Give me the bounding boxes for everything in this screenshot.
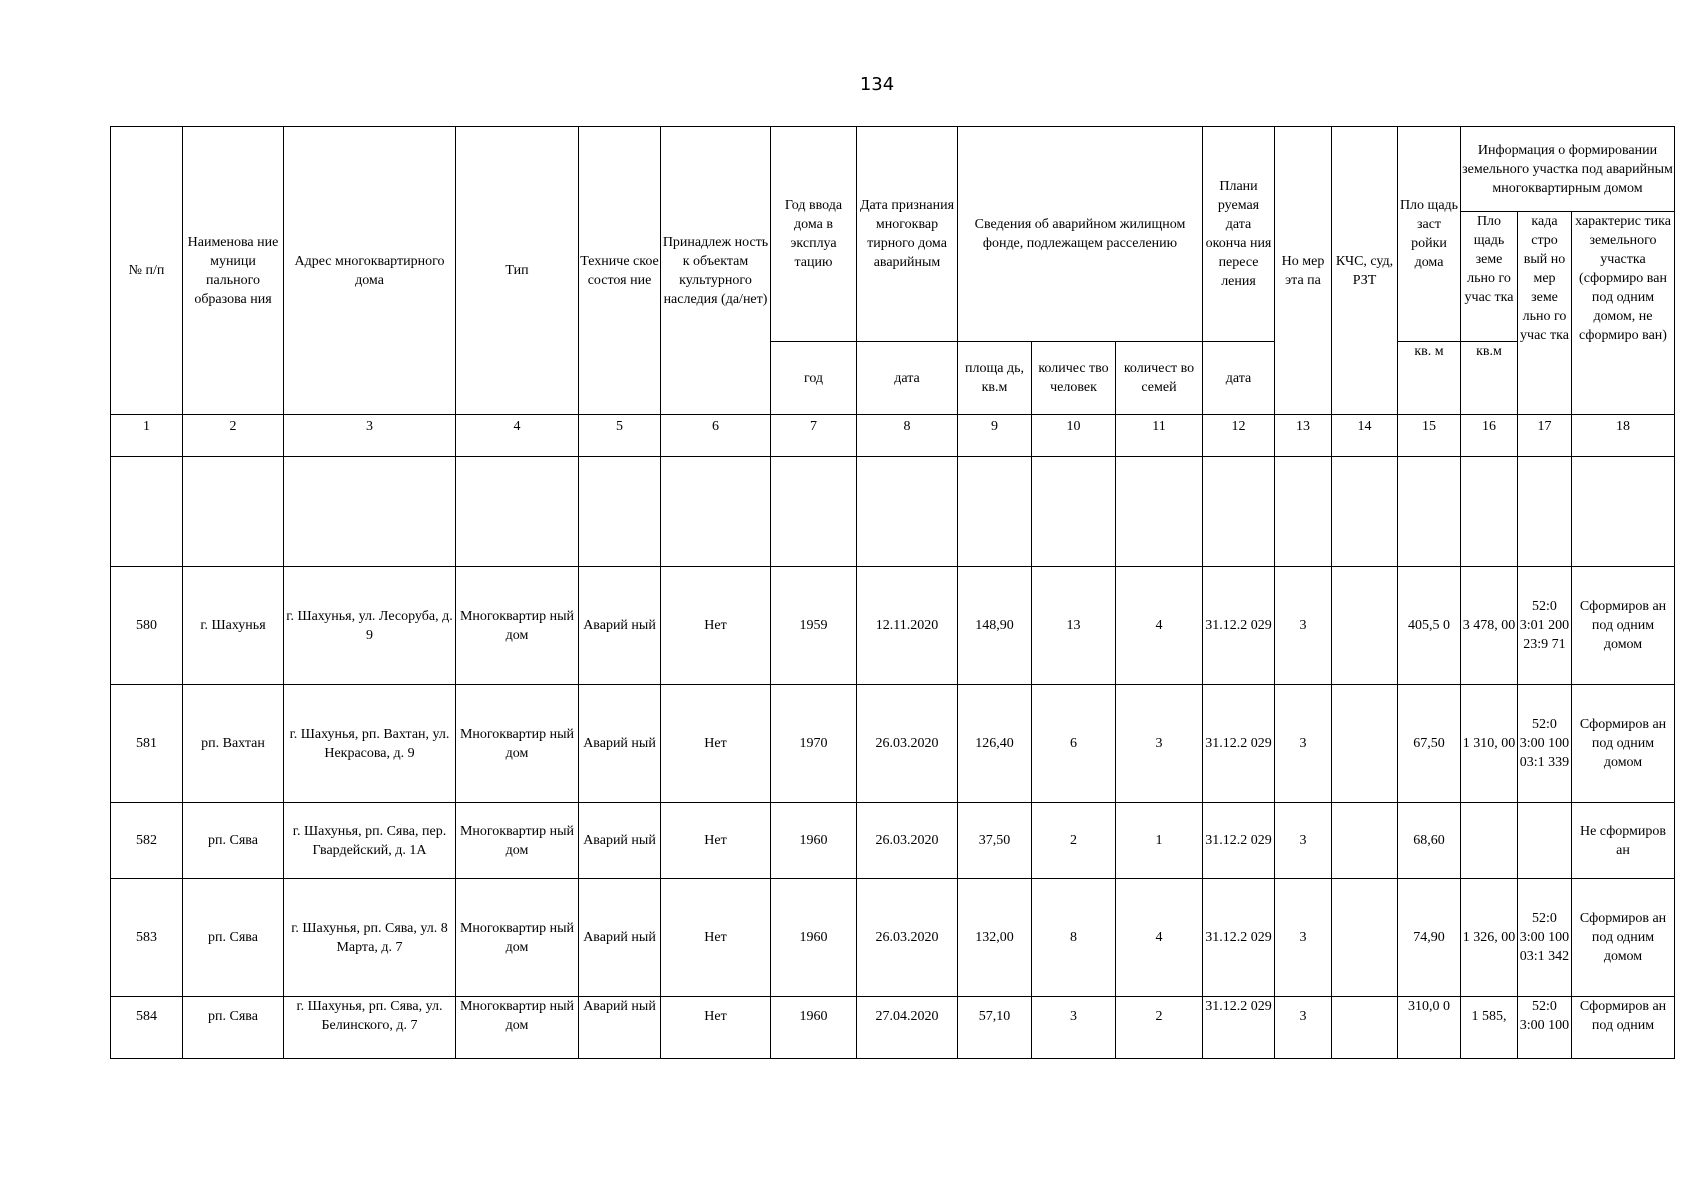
cell-number: 581 <box>111 685 183 803</box>
cell-condition: Аварий ный <box>579 803 661 879</box>
cell-address: г. Шахунья, рп. Сява, ул. 8 Марта, д. 7 <box>284 879 456 997</box>
cell-type: Многоквартир ный дом <box>456 803 579 879</box>
empty-cell <box>111 457 183 567</box>
cell-recognition-date: 26.03.2020 <box>857 685 958 803</box>
cell-built-area: 74,90 <box>1398 879 1461 997</box>
cell-municipality: рп. Сява <box>183 879 284 997</box>
cell-families: 4 <box>1116 567 1203 685</box>
subheader-built-area-unit: кв. м <box>1398 342 1461 415</box>
cell-condition: Аварий ный <box>579 997 661 1059</box>
cell-heritage: Нет <box>661 685 771 803</box>
cell-cadastral-number: 52:0 3:00 100 03:1 342 <box>1518 879 1572 997</box>
column-number: 17 <box>1518 415 1572 457</box>
subheader-persons: количес тво человек <box>1032 342 1116 415</box>
cell-land-characteristic: Не сформиров ан <box>1572 803 1675 879</box>
cell-address: г. Шахунья, ул. Лесоруба, д. 9 <box>284 567 456 685</box>
cell-condition: Аварий ный <box>579 567 661 685</box>
cell-recognition-date: 27.04.2020 <box>857 997 958 1059</box>
empty-cell <box>1572 457 1675 567</box>
column-number: 1 <box>111 415 183 457</box>
empty-cell <box>1116 457 1203 567</box>
column-number: 12 <box>1203 415 1275 457</box>
cell-type: Многоквартир ный дом <box>456 685 579 803</box>
cell-heritage: Нет <box>661 567 771 685</box>
cell-persons: 13 <box>1032 567 1116 685</box>
cell-year: 1960 <box>771 879 857 997</box>
column-number: 9 <box>958 415 1032 457</box>
cell-land-characteristic: Сформиров ан под одним домом <box>1572 567 1675 685</box>
header-stage-number: Но мер эта па <box>1275 127 1332 415</box>
column-number: 8 <box>857 415 958 457</box>
header-row-top <box>111 127 1675 212</box>
table-row <box>111 567 1675 685</box>
cell-built-area: 405,5 0 <box>1398 567 1461 685</box>
column-number: 2 <box>183 415 284 457</box>
column-number: 15 <box>1398 415 1461 457</box>
cell-year: 1970 <box>771 685 857 803</box>
cell-planned-date: 31.12.2 029 <box>1203 879 1275 997</box>
cell-area: 126,40 <box>958 685 1032 803</box>
header-planned-date: Плани руемая дата оконча ния пересе ления <box>1203 127 1275 342</box>
cell-heritage: Нет <box>661 879 771 997</box>
header-technical-condition: Техниче ское состоя ние <box>579 127 661 415</box>
empty-cell <box>1398 457 1461 567</box>
header-kchs: КЧС, суд, РЗТ <box>1332 127 1398 415</box>
emergency-housing-table <box>110 126 1675 1059</box>
cell-kchs <box>1332 997 1398 1059</box>
cell-municipality: рп. Вахтан <box>183 685 284 803</box>
cell-planned-date: 31.12.2 029 <box>1203 567 1275 685</box>
column-number: 3 <box>284 415 456 457</box>
cell-recognition-date: 12.11.2020 <box>857 567 958 685</box>
header-row-number: № п/п <box>111 127 183 415</box>
cell-municipality: рп. Сява <box>183 997 284 1059</box>
header-address: Адрес многоквартирного дома <box>284 127 456 415</box>
table-row <box>111 685 1675 803</box>
cell-year: 1960 <box>771 803 857 879</box>
empty-cell <box>284 457 456 567</box>
cell-persons: 6 <box>1032 685 1116 803</box>
cell-persons: 8 <box>1032 879 1116 997</box>
cell-families: 1 <box>1116 803 1203 879</box>
empty-cell <box>456 457 579 567</box>
cell-stage: 3 <box>1275 567 1332 685</box>
empty-cell <box>1518 457 1572 567</box>
header-land-characteristic: характерис тика земельного участка (сформиро ван под одним домом, не сформиро ван) <box>1572 212 1675 415</box>
header-land-info-group: Информация о формировании земельного участка под аварийным многоквартирным домом <box>1461 127 1675 212</box>
cell-land-area: 3 478, 00 <box>1461 567 1518 685</box>
empty-cell <box>1461 457 1518 567</box>
cell-persons: 2 <box>1032 803 1116 879</box>
cell-cadastral-number: 52:0 3:00 100 03:1 339 <box>1518 685 1572 803</box>
cell-type: Многоквартир ный дом <box>456 879 579 997</box>
empty-cell <box>661 457 771 567</box>
cell-municipality: рп. Сява <box>183 803 284 879</box>
cell-land-area: 1 326, 00 <box>1461 879 1518 997</box>
cell-condition: Аварий ный <box>579 685 661 803</box>
cell-planned-date: 31.12.2 029 <box>1203 803 1275 879</box>
cell-area: 132,00 <box>958 879 1032 997</box>
column-number: 14 <box>1332 415 1398 457</box>
empty-row <box>111 457 1675 567</box>
cell-number: 582 <box>111 803 183 879</box>
subheader-families: количест во семей <box>1116 342 1203 415</box>
cell-kchs <box>1332 803 1398 879</box>
cell-families: 4 <box>1116 879 1203 997</box>
cell-built-area: 67,50 <box>1398 685 1461 803</box>
cell-stage: 3 <box>1275 997 1332 1059</box>
empty-cell <box>958 457 1032 567</box>
cell-area: 148,90 <box>958 567 1032 685</box>
header-built-area: Пло щадь заст ройки дома <box>1398 127 1461 342</box>
cell-type: Многоквартир ный дом <box>456 997 579 1059</box>
empty-cell <box>579 457 661 567</box>
cell-land-area: 1 585, <box>1461 997 1518 1059</box>
header-recognition-date: Дата признания многоквар тирного дома аварийным <box>857 127 958 342</box>
cell-planned-date: 31.12.2 029 <box>1203 685 1275 803</box>
cell-address: г. Шахунья, рп. Вахтан, ул. Некрасова, д. 9 <box>284 685 456 803</box>
cell-built-area: 310,0 0 <box>1398 997 1461 1059</box>
empty-cell <box>771 457 857 567</box>
cell-area: 37,50 <box>958 803 1032 879</box>
table-row <box>111 997 1675 1059</box>
cell-recognition-date: 26.03.2020 <box>857 879 958 997</box>
cell-stage: 3 <box>1275 803 1332 879</box>
subheader-date: дата <box>857 342 958 415</box>
cell-address: г. Шахунья, рп. Сява, пер. Гвардейский, д. 1А <box>284 803 456 879</box>
empty-cell <box>1203 457 1275 567</box>
cell-cadastral-number: 52:0 3:00 100 <box>1518 997 1572 1059</box>
cell-families: 3 <box>1116 685 1203 803</box>
column-number: 16 <box>1461 415 1518 457</box>
column-number: 4 <box>456 415 579 457</box>
cell-cadastral-number: 52:0 3:01 200 23:9 71 <box>1518 567 1572 685</box>
cell-number: 583 <box>111 879 183 997</box>
column-number: 13 <box>1275 415 1332 457</box>
cell-built-area: 68,60 <box>1398 803 1461 879</box>
cell-condition: Аварий ный <box>579 879 661 997</box>
cell-area: 57,10 <box>958 997 1032 1059</box>
cell-stage: 3 <box>1275 879 1332 997</box>
cell-recognition-date: 26.03.2020 <box>857 803 958 879</box>
cell-land-area <box>1461 803 1518 879</box>
header-municipality: Наименова ние муници пального образова ния <box>183 127 284 415</box>
cell-type: Многоквартир ный дом <box>456 567 579 685</box>
cell-heritage: Нет <box>661 803 771 879</box>
cell-cadastral-number <box>1518 803 1572 879</box>
column-number: 6 <box>661 415 771 457</box>
header-cultural-heritage: Принадлеж ность к объектам культурного наследия (да/нет) <box>661 127 771 415</box>
column-number: 5 <box>579 415 661 457</box>
table-row <box>111 879 1675 997</box>
column-number: 18 <box>1572 415 1675 457</box>
header-cadastral-number: када стро вый но мер земе льно го учас тка <box>1518 212 1572 415</box>
empty-cell <box>183 457 284 567</box>
cell-kchs <box>1332 685 1398 803</box>
header-housing-info-group: Сведения об аварийном жилищном фонде, подлежащем расселению <box>958 127 1203 342</box>
column-number-row <box>111 415 1675 457</box>
header-type: Тип <box>456 127 579 415</box>
header-land-area: Пло щадь земе льно го учас тка <box>1461 212 1518 342</box>
empty-cell <box>1275 457 1332 567</box>
cell-kchs <box>1332 879 1398 997</box>
cell-number: 584 <box>111 997 183 1059</box>
cell-year: 1960 <box>771 997 857 1059</box>
table-row <box>111 803 1675 879</box>
cell-planned-date: 31.12.2 029 <box>1203 997 1275 1059</box>
cell-families: 2 <box>1116 997 1203 1059</box>
empty-cell <box>1032 457 1116 567</box>
cell-land-area: 1 310, 00 <box>1461 685 1518 803</box>
cell-land-characteristic: Сформиров ан под одним домом <box>1572 879 1675 997</box>
header-commissioning-year: Год ввода дома в эксплуа тацию <box>771 127 857 342</box>
cell-kchs <box>1332 567 1398 685</box>
column-number: 10 <box>1032 415 1116 457</box>
cell-persons: 3 <box>1032 997 1116 1059</box>
subheader-area: площа дь, кв.м <box>958 342 1032 415</box>
column-number: 7 <box>771 415 857 457</box>
cell-land-characteristic: Сформиров ан под одним домом <box>1572 685 1675 803</box>
cell-stage: 3 <box>1275 685 1332 803</box>
cell-heritage: Нет <box>661 997 771 1059</box>
empty-cell <box>857 457 958 567</box>
empty-cell <box>1332 457 1398 567</box>
subheader-planned-date: дата <box>1203 342 1275 415</box>
cell-number: 580 <box>111 567 183 685</box>
column-number: 11 <box>1116 415 1203 457</box>
subheader-year: год <box>771 342 857 415</box>
subheader-land-area-unit: кв.м <box>1461 342 1518 415</box>
page-number: 134 <box>859 74 895 95</box>
cell-year: 1959 <box>771 567 857 685</box>
cell-municipality: г. Шахунья <box>183 567 284 685</box>
cell-address: г. Шахунья, рп. Сява, ул. Белинского, д. 7 <box>284 997 456 1059</box>
cell-land-characteristic: Сформиров ан под одним <box>1572 997 1675 1059</box>
